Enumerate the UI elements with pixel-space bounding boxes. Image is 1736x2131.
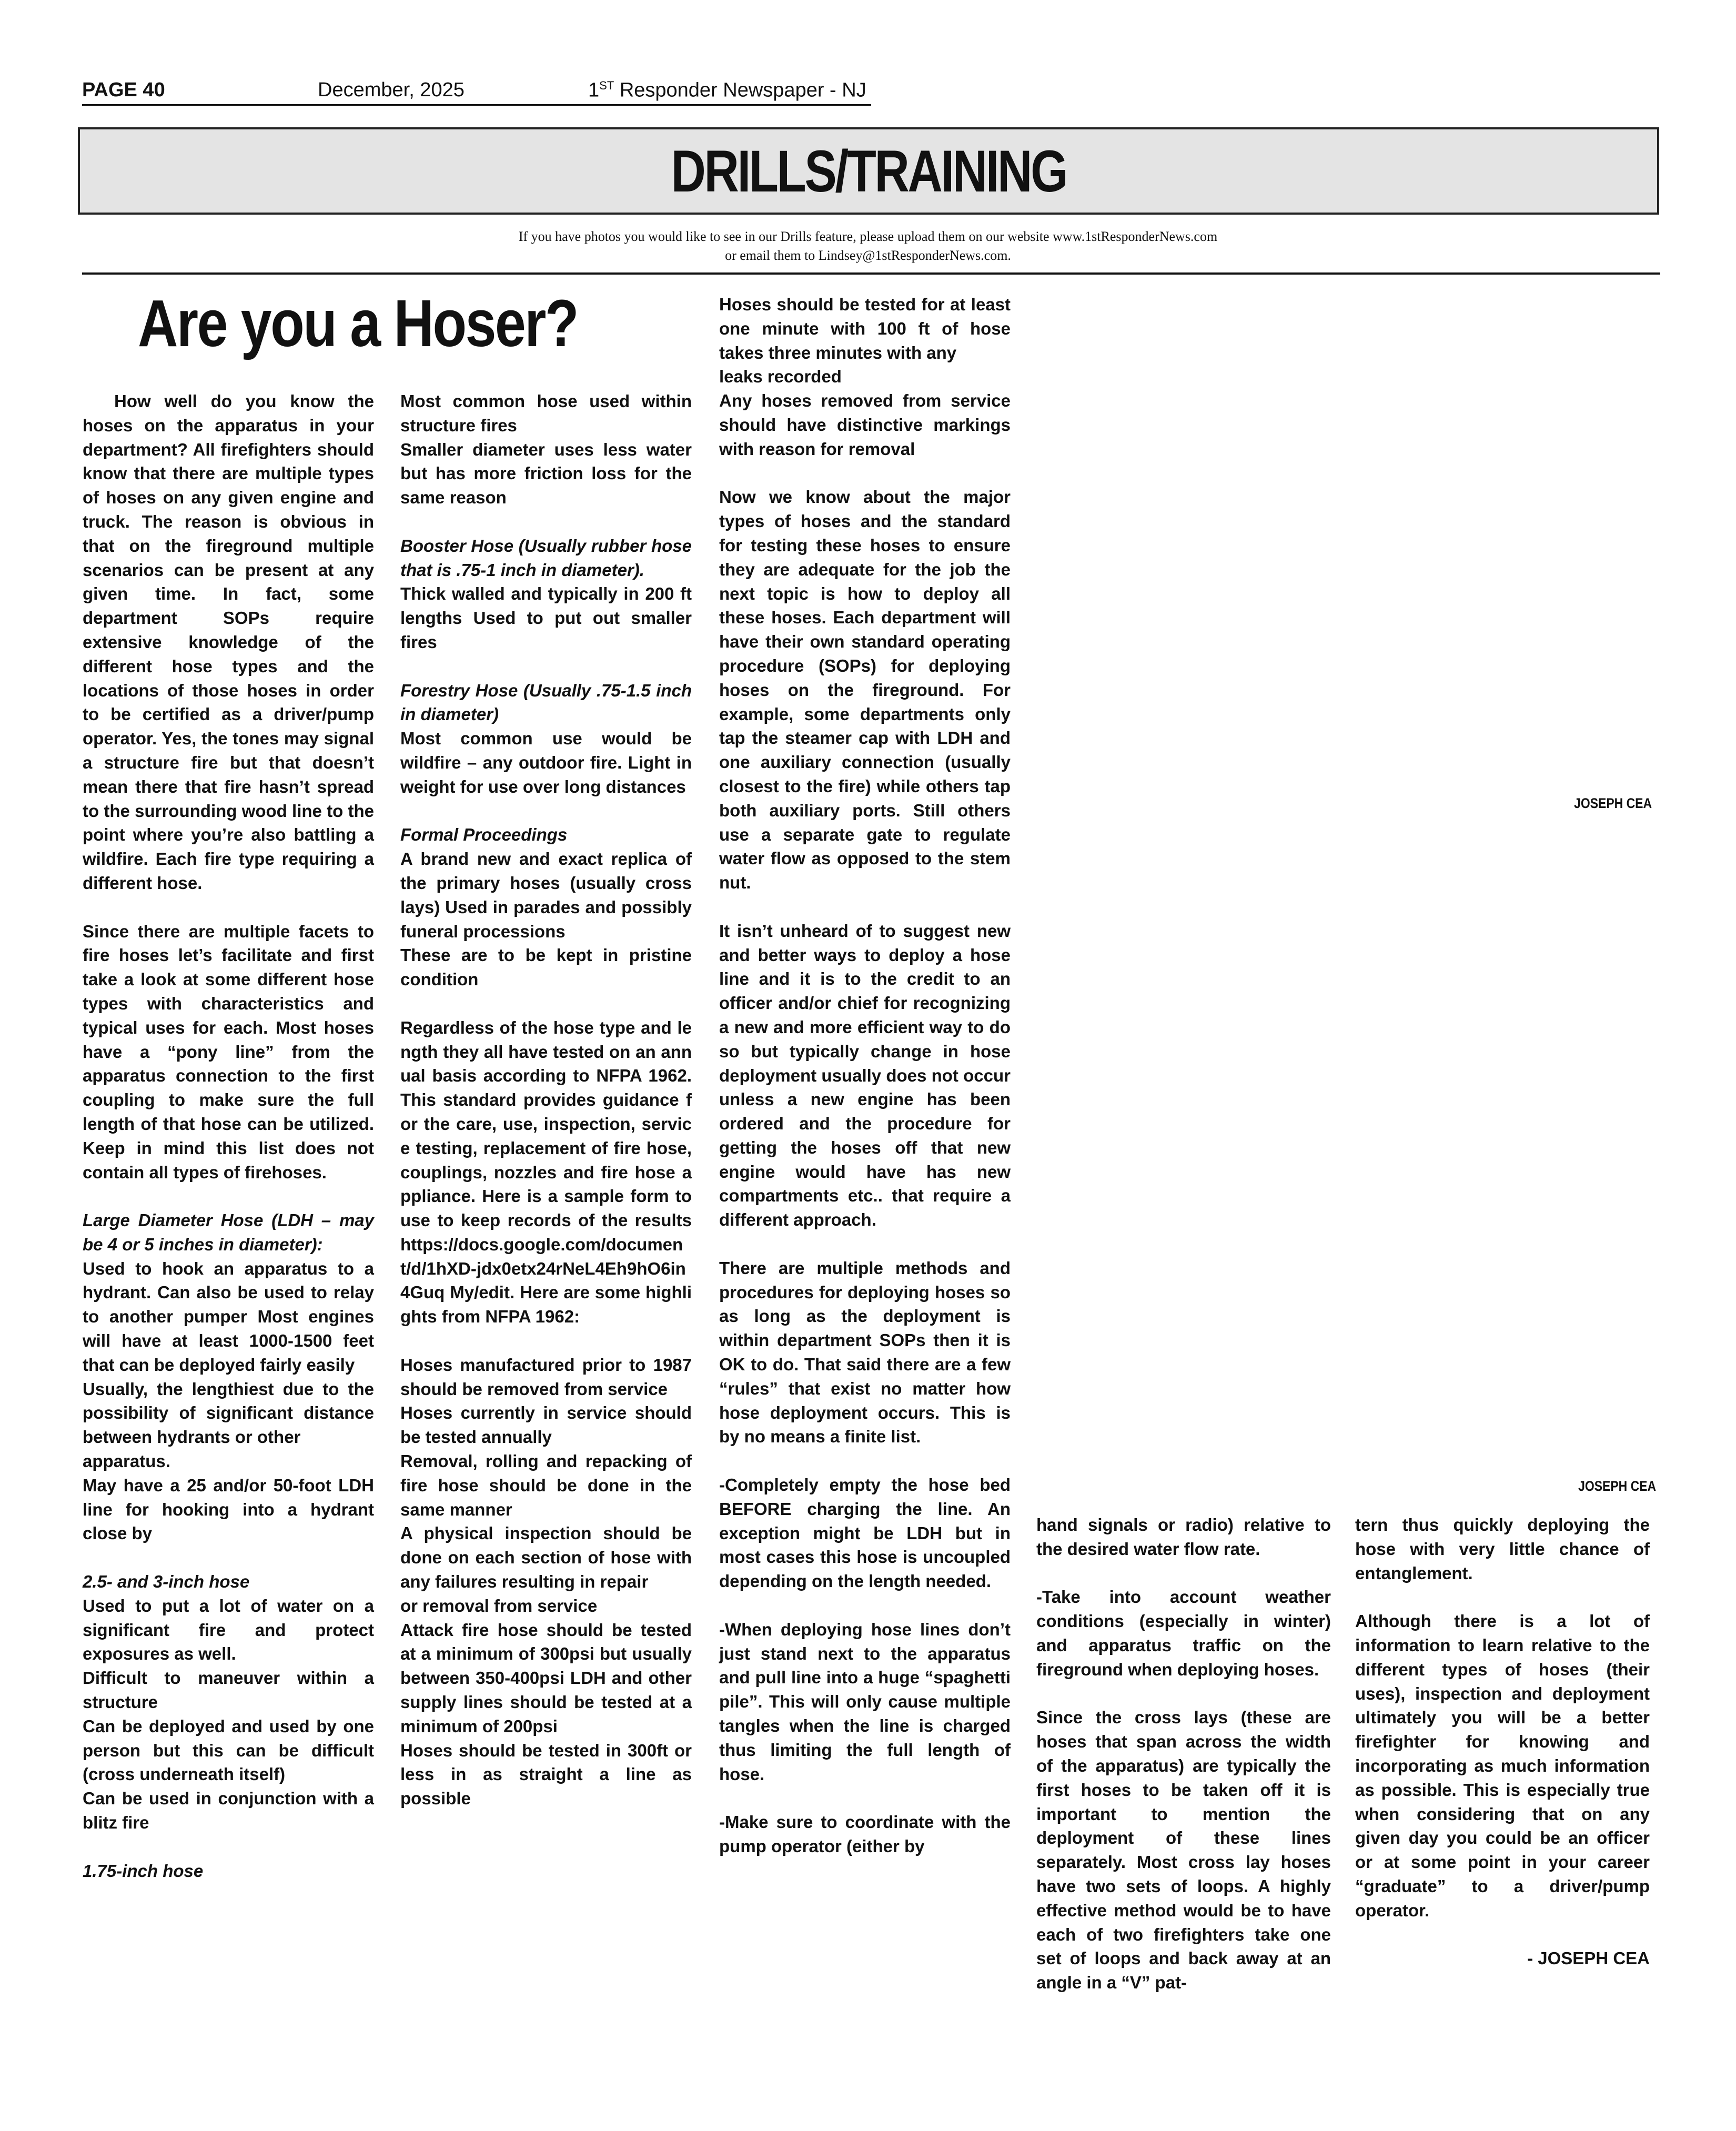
author-signature: - JOSEPH CEA <box>1527 1948 1650 1968</box>
formal-item-1: A brand new and exact replica of the primary hoses (usually cross lays) Used in parades and possibly funeral processions <box>400 849 692 941</box>
formal-item-2: These are to be kept in pristine condition <box>400 945 692 989</box>
header-rule <box>82 104 871 106</box>
methods-paragraph: There are multiple methods and procedures for deploying hoses so as long as the deployment is within department SOPs then it is OK to do. That said there are a few “rules” that exist no matter how hose deployment occurs. This is by no means a finite list. <box>719 1258 1011 1447</box>
rule-1: -Completely empty the hose bed BEFORE charging the line. An exception might be LDH but in most cases this hose is uncoupled depending on the length needed. <box>719 1475 1011 1591</box>
cross-lay-paragraph: Since the cross lays (these are hoses that span across the width of the apparatus) are typically the first hoses to be taken off it is important to mention the deployment of these lines separately. Most cross lay hoses have two sets of loops. A highly effective method would be to have each of two firefighters take one set of loops and back away at an angle in a “V” pat- <box>1036 1708 1331 1993</box>
note-line-2: or email them to Lindsey@1stResponderNews.com. <box>725 248 1011 263</box>
booster-heading: Booster Hose (Usually rubber hose that is .75-1 inch in diameter). <box>400 536 692 580</box>
testing-item-3: Any hoses removed from service should have distinctive markings with reason for removal <box>719 391 1011 459</box>
hose-175-item-1: Most common hose used within structure fires <box>400 391 692 435</box>
article-column-1 <box>83 389 374 1883</box>
nfpa-item-6: Attack fire hose should be tested at a minimum of 300psi but usually between 350-400psi LDH and other supply lines should be tested at a minimum of 200psi <box>400 1620 692 1736</box>
rule-3-end: hand signals or radio) relative to the desired water flow rate. <box>1036 1515 1331 1559</box>
deploy-paragraph: Now we know about the major types of hoses and the standard for testing these hoses to ensure they are adequate for the job the next topic is how to deploy all these hoses. Each department will have their own standard operating procedure (SOPs) for deploying hoses on the fireground. For example, some departments only tap the steamer cap with LDH and one auxiliary connection (usually closest to the fire) while others tap both auxiliary ports. Still others use a separate gate to regulate water flow as opposed to the stem nut. <box>719 487 1011 893</box>
section-banner <box>78 127 1659 215</box>
article-column-3 <box>719 292 1011 1859</box>
rule-2: -When deploying hose lines don’t just stand next to the apparatus and pull line into a huge “spaghetti pile”. This will only cause multiple tangles when the line is charged thus limiting the full length of hose. <box>719 1619 1011 1784</box>
hose-25-item-2: Difficult to maneuver within a structure <box>83 1668 374 1712</box>
page-number: PAGE 40 <box>82 79 165 101</box>
hose-25-item-1: Used to put a lot of water on a significant fire and protect exposures as well. <box>83 1595 374 1664</box>
nfpa-item-5: or removal from service <box>400 1595 598 1615</box>
submission-note <box>0 227 1736 265</box>
nfpa-paragraph: Regardless of the hose type and length they all have tested on an annual basis according to NFPA 1962. This standard provides guidance for the care, use, inspection, service testing, replacement of fire hose, couplings, nozzles and fire hose appliance. Here is a sample form to use to keep records of the results https://docs.google.com/document/d/1hXD-jdx0etx24rNeL4Eh9hO6in4Guq My/edit. Here are some highlights from NFPA 1962: <box>400 1017 692 1327</box>
nfpa-item-1: Hoses manufactured prior to 1987 should be removed from service <box>400 1355 692 1399</box>
article-column-2 <box>400 389 692 1811</box>
testing-item-1: Hoses should be tested for at least one minute with 100 ft of hose takes three minutes with any <box>719 295 1011 362</box>
forestry-item-1: Most common use would be wildfire – any outdoor fire. Light in weight for use over long distances <box>400 729 692 796</box>
suggest-paragraph: It isn’t unheard of to suggest new and better ways to deploy a hose line and it is to the credit to an officer and/or chief for recognizing a new and more efficient way to do so but typically change in hose deployment usually does not occur unless a new engine has been ordered and the procedure for getting the hoses off that new engine would have has new compartments etc.. that require a different approach. <box>719 921 1011 1230</box>
cross-lay-paragraph-end: tern thus quickly deploying the hose with very little chance of entanglement. <box>1355 1515 1650 1583</box>
article-column-5 <box>1355 1513 1650 1971</box>
nfpa-item-4: A physical inspection should be done on each section of hose with any failures resulting in repair <box>400 1523 692 1592</box>
ldh-item-1: Used to hook an apparatus to a hydrant. Can also be used to relay to another pumper Most engines will have at least 1000-1500 feet that can be deployed fairly easily <box>83 1258 374 1375</box>
publication-name <box>588 79 866 102</box>
publication-pre: 1 <box>588 79 600 102</box>
publication-post: Responder Newspaper - NJ <box>614 79 866 102</box>
article-photo-2 <box>1047 832 1662 1511</box>
hose-25-item-4: Can be used in conjunction with a blitz fire <box>83 1789 374 1833</box>
ldh-item-2: Usually, the lengthiest due to the possibility of significant distance between hydrants or other <box>83 1379 374 1447</box>
booster-item-1: Thick walled and typically in 200 ft lengths Used to put out smaller fires <box>400 584 692 652</box>
note-line-1: If you have photos you would like to see in our Drills feature, please upload them on our website www.1stResponderNews.com <box>518 229 1218 244</box>
testing-item-2: leaks recorded <box>719 367 842 387</box>
formal-heading: Formal Proceedings <box>400 825 568 845</box>
rule-4: -Take into account weather conditions (especially in winter) and apparatus traffic on the fireground when deploying hoses. <box>1036 1587 1331 1679</box>
section-rule <box>82 272 1660 275</box>
photo-credit-2: JOSEPH CEA <box>1578 1478 1656 1494</box>
nfpa-item-3: Removal, rolling and repacking of fire hose should be done in the same manner <box>400 1451 692 1519</box>
hose-175-item-2: Smaller diameter uses less water but has more friction loss for the same reason <box>400 439 692 508</box>
hose-25-heading: 2.5- and 3-inch hose <box>83 1572 250 1592</box>
article-photo-1 <box>1047 288 1662 825</box>
issue-date: December, 2025 <box>318 79 465 101</box>
hose-25-item-3: Can be deployed and used by one person but this can be difficult (cross underneath itself) <box>83 1716 374 1784</box>
ldh-item-4: May have a 25 and/or 50-foot LDH line for hooking into a hydrant close by <box>83 1475 374 1543</box>
ldh-item-3: apparatus. <box>83 1451 170 1471</box>
forestry-heading: Forestry Hose (Usually .75-1.5 inch in diameter) <box>400 680 692 724</box>
photo-credit-1: JOSEPH CEA <box>1574 795 1652 811</box>
hose-175-heading: 1.75-inch hose <box>83 1861 204 1881</box>
article-column-4 <box>1036 1513 1331 1995</box>
nfpa-item-7: Hoses should be tested in 300ft or less in as straight a line as possible <box>400 1740 692 1809</box>
nfpa-item-2: Hoses currently in service should be tested annually <box>400 1403 692 1447</box>
section-title: DRILLS/TRAINING <box>671 138 1066 204</box>
publication-sup: ST <box>599 79 614 92</box>
intro-paragraph: How well do you know the hoses on the apparatus in your department? All firefighters should know that there are multiple types of hoses on any given engine and truck. The reason is obvious in that on the fireground multiple scenarios can be present at any given time. In fact, some department SOPs require extensive knowledge of the different hose types and the locations of those hoses in order to be certified as a driver/pump operator. Yes, the tones may signal a structure fire but that doesn’t mean there that fire hasn’t spread to the surrounding wood line to the point where you’re also battling a wildfire. Each fire type requiring a different hose. <box>83 391 374 893</box>
rule-3-start: -Make sure to coordinate with the pump operator (either by <box>719 1812 1011 1856</box>
facets-paragraph: Since there are multiple facets to fire hoses let’s facilitate and first take a look at some different hose types with characteristics and typical uses for each. Most hoses have a “pony line” from the apparatus connection to the first coupling to make sure the full length of that hose can be utilized. Keep in mind this list does not contain all types of firehoses. <box>83 921 374 1182</box>
article-headline: Are you a Hoser? <box>138 286 578 360</box>
ldh-heading: Large Diameter Hose (LDH – may be 4 or 5 inches in diameter): <box>83 1210 374 1254</box>
closing-paragraph: Although there is a lot of information to learn relative to the different types of hoses (their uses), inspection and deployment ultimately you will be a better firefighter for knowing and incorporating as much information as possible. This is especially true when considering that on any given day you could be an officer or at some point in your career “graduate” to a driver/pump operator. <box>1355 1611 1650 1920</box>
